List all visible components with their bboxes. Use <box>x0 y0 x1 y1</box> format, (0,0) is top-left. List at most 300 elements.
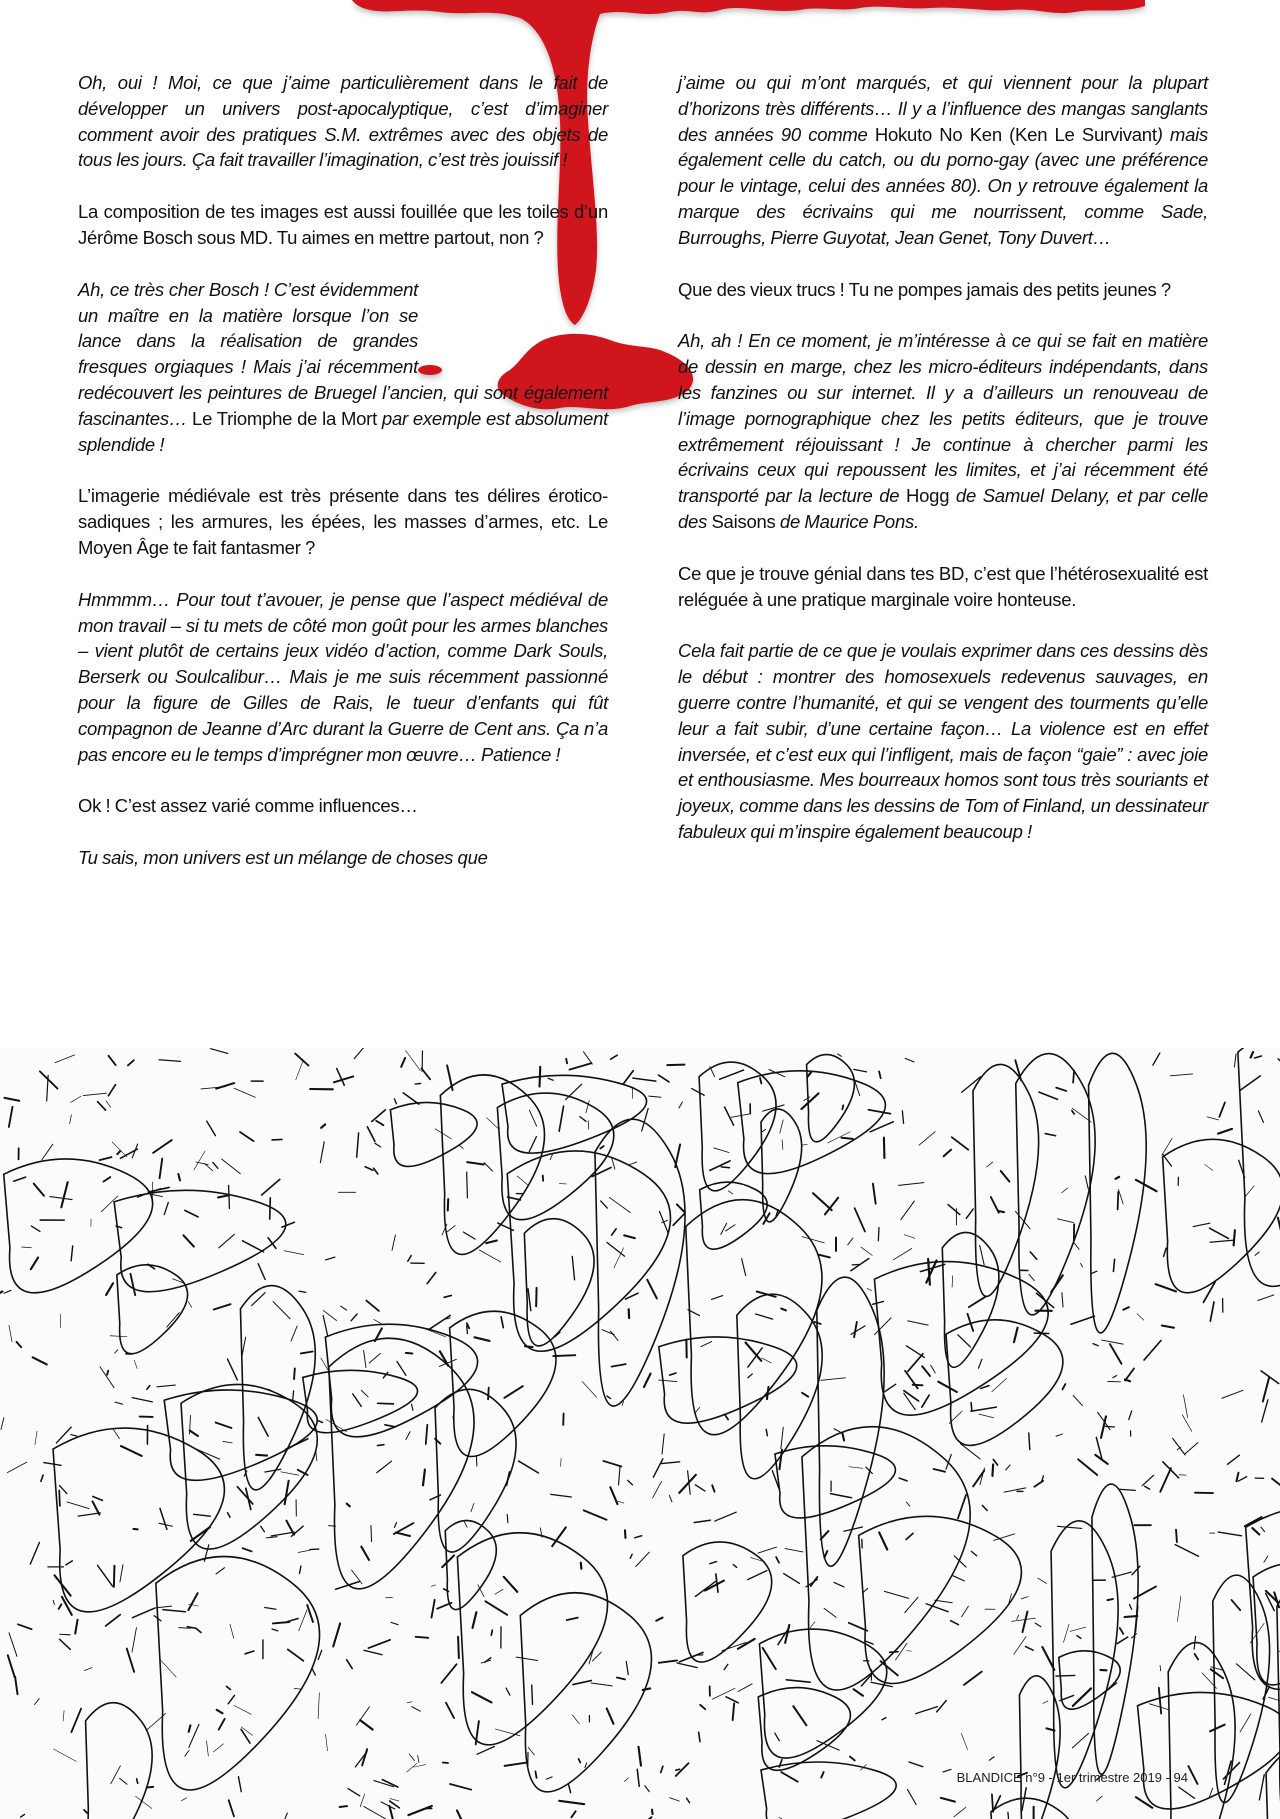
ink-stroke <box>821 1772 823 1777</box>
ink-stroke <box>1105 1426 1114 1427</box>
ink-stroke <box>834 1429 840 1432</box>
ink-contour <box>1168 1643 1235 1819</box>
ink-stroke <box>635 1536 642 1538</box>
ink-stroke <box>392 1235 395 1250</box>
ink-stroke <box>724 1664 728 1669</box>
ink-stroke <box>766 1429 767 1435</box>
ink-stroke <box>261 1526 265 1531</box>
ink-stroke <box>1006 1465 1010 1470</box>
ink-stroke <box>1207 1117 1218 1120</box>
ink-stroke <box>223 1441 232 1442</box>
ink-stroke <box>1163 1462 1179 1478</box>
ink-stroke <box>17 1342 22 1347</box>
ink-stroke <box>185 1210 198 1216</box>
ink-stroke <box>624 1778 628 1782</box>
ink-stroke <box>1210 1725 1225 1732</box>
ink-stroke <box>1029 1433 1030 1450</box>
ink-stroke <box>1132 1566 1140 1575</box>
ink-stroke <box>117 1151 120 1154</box>
ink-stroke <box>426 1425 428 1444</box>
ink-stroke <box>412 1707 420 1711</box>
ink-stroke <box>401 1058 405 1067</box>
ink-contour <box>595 1119 685 1406</box>
ink-stroke <box>189 1725 191 1731</box>
ink-stroke <box>811 1577 818 1586</box>
ink-stroke <box>643 1688 650 1690</box>
ink-stroke <box>347 1660 353 1669</box>
ink-stroke <box>728 1191 732 1194</box>
ink-stroke <box>679 1475 696 1493</box>
ink-stroke <box>810 1622 815 1628</box>
ink-stroke <box>63 1711 64 1722</box>
ink-stroke <box>391 1622 398 1624</box>
ink-stroke <box>285 1481 289 1504</box>
interview-answer <box>78 845 608 871</box>
ink-stroke <box>519 1461 539 1473</box>
ink-stroke <box>132 1628 136 1652</box>
ink-contour <box>303 1370 418 1432</box>
ink-stroke <box>905 1371 918 1389</box>
ink-stroke <box>1210 1240 1234 1242</box>
ink-stroke <box>282 1222 294 1227</box>
ink-stroke <box>802 1237 824 1243</box>
interview-answer <box>78 277 608 458</box>
ink-stroke <box>821 1378 845 1380</box>
text-segment: La composition de tes images est aussi fouillée que les toiles d’un Jérôme Bosch sous MD. Tu aimes en mettre partout, non ? <box>78 201 608 248</box>
ink-stroke <box>572 1715 579 1724</box>
ink-stroke <box>551 1494 572 1497</box>
ink-stroke <box>444 1295 451 1297</box>
ink-stroke <box>219 1719 225 1730</box>
ink-stroke <box>609 1197 630 1212</box>
ink-stroke <box>969 1297 986 1307</box>
ink-stroke <box>581 1563 582 1569</box>
ink-stroke <box>1162 1326 1174 1328</box>
ink-stroke <box>714 1148 729 1153</box>
ink-stroke <box>1071 1316 1094 1324</box>
text-segment: Que des vieux trucs ! Tu ne pompes jamais des petits jeunes ? <box>678 278 1171 300</box>
ink-stroke <box>60 1634 70 1635</box>
ink-stroke <box>1142 1475 1153 1485</box>
ink-stroke <box>120 1778 127 1784</box>
ink-stroke <box>907 1789 916 1804</box>
ink-stroke <box>879 1532 887 1549</box>
ink-stroke <box>762 1358 772 1363</box>
ink-stroke <box>475 1337 490 1341</box>
ink-stroke <box>71 1096 81 1102</box>
ink-stroke <box>377 1461 392 1473</box>
ink-stroke <box>637 1769 639 1786</box>
ink-stroke <box>157 1385 175 1387</box>
ink-stroke <box>617 1677 625 1679</box>
ink-stroke <box>9 1325 12 1342</box>
ink-stroke <box>194 1514 211 1516</box>
ink-stroke <box>30 1542 39 1564</box>
ink-stroke <box>441 1664 456 1683</box>
ink-stroke <box>1259 1775 1264 1800</box>
ink-stroke <box>898 1183 923 1186</box>
text-segment: L’imagerie médiévale est très présente dans tes délires érotico-sadiques ; les armures, les épées, les masses d’armes, etc. Le Moyen Âge te fait fantasmer ? <box>78 485 608 558</box>
ink-stroke <box>1056 1088 1066 1091</box>
ink-stroke <box>591 1683 612 1686</box>
ink-stroke <box>851 1326 865 1334</box>
ink-stroke <box>181 1798 186 1801</box>
ink-stroke <box>893 1248 911 1259</box>
ink-stroke <box>418 1756 419 1763</box>
ink-stroke <box>830 1494 851 1498</box>
ink-contour <box>114 1190 286 1291</box>
ink-stroke <box>919 1132 935 1146</box>
ink-stroke <box>807 1072 811 1077</box>
ink-stroke <box>804 1097 810 1101</box>
ink-stroke <box>326 1734 328 1750</box>
ink-stroke <box>504 1386 522 1398</box>
ink-stroke <box>1173 1438 1186 1455</box>
ink-stroke <box>179 1628 191 1629</box>
ink-stroke <box>214 1304 231 1309</box>
ink-stroke <box>614 1248 624 1268</box>
ink-stroke <box>1258 1111 1263 1122</box>
ink-stroke <box>318 1693 319 1719</box>
ink-stroke <box>394 1523 396 1528</box>
ink-stroke <box>390 1799 399 1802</box>
ink-stroke <box>59 1604 62 1609</box>
ink-stroke <box>427 1272 436 1283</box>
ink-stroke <box>296 1060 304 1080</box>
ink-stroke <box>18 1624 32 1629</box>
ink-stroke <box>1262 1400 1268 1422</box>
ink-stroke <box>93 1501 100 1514</box>
ink-stroke <box>484 1163 492 1171</box>
ink-stroke <box>1097 1796 1102 1801</box>
ink-stroke <box>374 1319 382 1323</box>
ink-stroke <box>842 1433 844 1441</box>
ink-stroke <box>217 1710 223 1713</box>
ink-stroke <box>385 1425 395 1427</box>
ink-stroke <box>485 1601 507 1615</box>
ink-stroke <box>1175 1545 1198 1557</box>
ink-stroke <box>1182 1415 1191 1432</box>
ink-stroke <box>656 1618 662 1621</box>
ink-stroke <box>1255 1056 1262 1058</box>
ink-stroke <box>1029 1274 1034 1280</box>
ink-stroke <box>211 1049 228 1054</box>
ink-stroke <box>1108 1599 1113 1600</box>
ink-stroke <box>813 1193 832 1210</box>
ink-stroke <box>9 1633 17 1656</box>
ink-stroke <box>642 1109 648 1131</box>
ink-stroke <box>477 1747 495 1755</box>
ink-stroke <box>447 1226 455 1232</box>
ink-stroke <box>213 1162 218 1168</box>
ink-stroke <box>756 1314 773 1319</box>
ink-stroke <box>34 1699 39 1705</box>
ink-stroke <box>725 1107 734 1125</box>
ink-contour <box>1051 1521 1118 1788</box>
ink-stroke <box>431 1600 434 1618</box>
ink-stroke <box>1130 1605 1132 1610</box>
ink-stroke <box>623 1071 633 1084</box>
ink-stroke <box>633 1078 656 1081</box>
text-segment: Hmmmm… Pour tout t’avouer, je pense que l’aspect médiéval de mon travail – si tu mets de côté mon goût pour les armes blanches – vient plutôt de certains jeux vidéo d’action, comme Dark Souls, Berserk ou Soulcalibur… Mais je me suis récemment passionné pour la figure de Gilles de Rais, le tueur d’enfants qui fût compagnon de Jeanne d’Arc durant la Guerre de Cent ans. Ça n’a pas encore eu le temps d’imprégner mon œuvre… Patience ! <box>78 588 608 765</box>
ink-stroke <box>662 1462 680 1464</box>
ink-stroke <box>848 1238 853 1245</box>
ink-stroke <box>964 1672 982 1685</box>
ink-contour <box>502 1075 647 1153</box>
ink-stroke <box>585 1763 587 1768</box>
ink-stroke <box>1137 1314 1144 1321</box>
ink-stroke <box>1252 1528 1259 1534</box>
ink-stroke <box>1136 1180 1157 1191</box>
ink-stroke <box>463 1232 475 1239</box>
ink-stroke <box>1176 1530 1177 1542</box>
ink-stroke <box>337 1069 345 1086</box>
ink-stroke <box>495 1589 503 1594</box>
ink-stroke <box>1045 1134 1055 1136</box>
ink-stroke <box>83 1093 106 1095</box>
ink-stroke <box>368 1640 390 1648</box>
ink-stroke <box>645 1786 649 1792</box>
ink-stroke <box>629 1162 637 1165</box>
interview-question <box>678 561 1208 613</box>
ink-stroke <box>407 1702 412 1703</box>
ink-stroke <box>748 1348 762 1367</box>
ink-stroke <box>1001 1171 1010 1181</box>
ink-stroke <box>1179 1787 1195 1798</box>
ink-stroke <box>1073 1071 1074 1083</box>
ink-stroke <box>406 1432 410 1440</box>
ink-stroke <box>528 1747 534 1754</box>
ink-stroke <box>528 1289 531 1311</box>
ink-stroke <box>301 1351 313 1353</box>
ink-stroke <box>397 1361 406 1375</box>
ink-stroke <box>147 1386 150 1390</box>
ink-stroke <box>882 1718 886 1720</box>
ink-stroke <box>412 1404 413 1410</box>
ink-stroke <box>1093 1344 1098 1346</box>
ink-stroke <box>901 1201 914 1219</box>
ink-stroke <box>190 1430 198 1436</box>
ink-stroke <box>569 1063 591 1069</box>
ink-stroke <box>4 1290 11 1293</box>
ink-stroke <box>760 1078 761 1084</box>
ink-contour <box>457 1533 607 1745</box>
interview-answer <box>78 587 608 768</box>
ink-stroke <box>495 1729 520 1736</box>
ink-stroke <box>491 1630 492 1635</box>
ink-stroke <box>904 1235 915 1239</box>
ink-stroke <box>780 1120 783 1133</box>
ink-stroke <box>1022 1788 1026 1811</box>
ink-stroke <box>978 1359 982 1368</box>
ink-stroke <box>712 1688 735 1699</box>
ink-stroke <box>1038 1578 1047 1583</box>
ink-stroke <box>938 1382 956 1392</box>
ink-stroke <box>867 1288 871 1290</box>
ink-stroke <box>962 1606 969 1616</box>
ink-stroke <box>781 1427 783 1448</box>
ink-stroke <box>516 1657 537 1660</box>
ink-stroke <box>442 1555 454 1567</box>
ink-stroke <box>163 1610 186 1612</box>
ink-stroke <box>67 1502 89 1509</box>
ink-stroke <box>130 1274 135 1295</box>
ink-stroke <box>712 1485 714 1491</box>
ink-stroke <box>786 1680 810 1682</box>
ink-stroke <box>357 1133 359 1157</box>
ink-stroke <box>908 1321 928 1325</box>
ink-stroke <box>1231 1600 1240 1610</box>
ink-stroke <box>710 1562 717 1564</box>
ink-stroke <box>320 1142 324 1163</box>
page-footer: BLANDICE n°9 - 1er trimestre 2019 - 94 <box>956 1770 1188 1785</box>
ink-illustration <box>0 1048 1280 1819</box>
ink-stroke <box>1085 1176 1088 1189</box>
ink-stroke <box>364 1350 366 1367</box>
ink-stroke <box>1072 1111 1074 1114</box>
ink-stroke <box>1219 1102 1225 1116</box>
ink-stroke <box>408 1256 411 1262</box>
ink-stroke <box>1156 1284 1176 1291</box>
ink-stroke <box>237 1487 252 1504</box>
ink-stroke <box>219 1234 235 1248</box>
ink-stroke <box>1261 1527 1265 1532</box>
ink-stroke <box>992 1379 1006 1392</box>
ink-stroke <box>694 1520 710 1522</box>
ink-stroke <box>1255 1252 1259 1255</box>
ink-stroke <box>861 1247 872 1255</box>
ink-stroke <box>824 1608 836 1617</box>
ink-stroke <box>1261 1371 1279 1384</box>
interview-answer <box>678 328 1208 534</box>
ink-stroke <box>548 1078 553 1080</box>
ink-stroke <box>416 1637 428 1638</box>
ink-stroke <box>35 1431 37 1445</box>
interview-answer <box>678 70 1208 251</box>
ink-stroke <box>334 1076 353 1082</box>
ink-stroke <box>943 1769 951 1772</box>
interview-question <box>78 793 608 819</box>
ink-contour <box>117 1265 188 1354</box>
ink-stroke <box>952 1137 968 1150</box>
ink-stroke <box>265 1608 276 1610</box>
ink-stroke <box>487 1118 498 1129</box>
ink-stroke <box>850 1757 855 1761</box>
ink-stroke <box>726 1697 738 1703</box>
ink-stroke <box>226 1686 230 1689</box>
ink-stroke <box>1119 1489 1135 1490</box>
ink-stroke <box>669 1495 672 1501</box>
ink-stroke <box>781 1309 786 1311</box>
ink-stroke <box>818 1255 830 1258</box>
interview-answer <box>678 638 1208 844</box>
ink-stroke <box>467 1172 468 1198</box>
ink-contour <box>445 1520 496 1609</box>
ink-stroke <box>662 1434 664 1454</box>
ink-contour <box>435 1389 516 1552</box>
ink-stroke <box>241 1729 250 1743</box>
ink-stroke <box>986 1162 992 1167</box>
ink-stroke <box>1251 1052 1254 1058</box>
ink-stroke <box>905 1597 918 1612</box>
ink-stroke <box>612 1229 617 1235</box>
ink-stroke <box>5 1098 20 1101</box>
ink-stroke <box>457 1810 466 1819</box>
ink-stroke <box>781 1772 798 1782</box>
ink-stroke <box>318 1650 321 1659</box>
ink-contour <box>325 1324 477 1437</box>
ink-stroke <box>884 1384 896 1392</box>
text-segment: Hokuto No Ken (Ken Le Survivant <box>874 123 1157 145</box>
ink-stroke <box>991 1197 999 1213</box>
ink-stroke <box>113 1430 119 1439</box>
ink-stroke <box>916 1707 938 1714</box>
ink-stroke <box>1210 1302 1214 1321</box>
ink-stroke <box>299 1610 307 1631</box>
ink-stroke <box>1263 1377 1269 1401</box>
ink-stroke <box>1063 1384 1066 1389</box>
ink-stroke <box>365 1167 373 1171</box>
ink-stroke <box>22 1247 32 1248</box>
ink-stroke <box>1023 1612 1028 1632</box>
ink-stroke <box>720 1070 744 1079</box>
ink-stroke <box>409 1754 414 1760</box>
ink-stroke <box>1014 1637 1026 1655</box>
ink-stroke <box>361 1547 369 1560</box>
ink-stroke <box>559 1801 584 1804</box>
ink-stroke <box>973 1470 984 1486</box>
ink-stroke <box>573 1681 591 1685</box>
ink-stroke <box>394 1099 396 1104</box>
ink-stroke <box>283 1813 287 1819</box>
ink-stroke <box>1195 1654 1199 1660</box>
ink-stroke <box>1057 1219 1073 1223</box>
ink-stroke <box>842 1138 853 1139</box>
ink-stroke <box>272 1629 278 1631</box>
ink-stroke <box>951 1621 959 1625</box>
ink-stroke <box>905 1058 914 1062</box>
ink-stroke <box>775 1733 779 1740</box>
ink-stroke <box>44 1463 61 1466</box>
ink-stroke <box>879 1071 881 1078</box>
ink-stroke <box>1160 1665 1161 1670</box>
ink-stroke <box>75 1620 77 1634</box>
ink-stroke <box>321 1124 325 1127</box>
ink-stroke <box>653 1481 662 1498</box>
ink-stroke <box>610 1487 617 1504</box>
ink-stroke <box>114 1566 115 1587</box>
ink-stroke <box>899 1478 907 1481</box>
text-segment: par exemple est absolument splendide ! <box>78 407 608 455</box>
ink-stroke <box>265 1469 281 1472</box>
ink-stroke <box>952 1276 953 1287</box>
ink-contour <box>1163 1139 1280 1293</box>
ink-stroke <box>982 1505 987 1510</box>
ink-stroke <box>1123 1307 1129 1310</box>
ink-stroke <box>288 1649 304 1660</box>
ink-stroke <box>658 1075 669 1082</box>
ink-stroke <box>584 1510 607 1519</box>
ink-stroke <box>50 1197 72 1200</box>
ink-stroke <box>1110 1344 1122 1364</box>
ink-stroke <box>922 1366 930 1376</box>
ink-stroke <box>238 1777 241 1792</box>
ink-stroke <box>98 1102 106 1110</box>
ink-stroke <box>374 1168 378 1174</box>
ink-stroke <box>953 1576 964 1581</box>
ink-stroke <box>1091 1271 1097 1273</box>
ink-stroke <box>855 1208 865 1231</box>
